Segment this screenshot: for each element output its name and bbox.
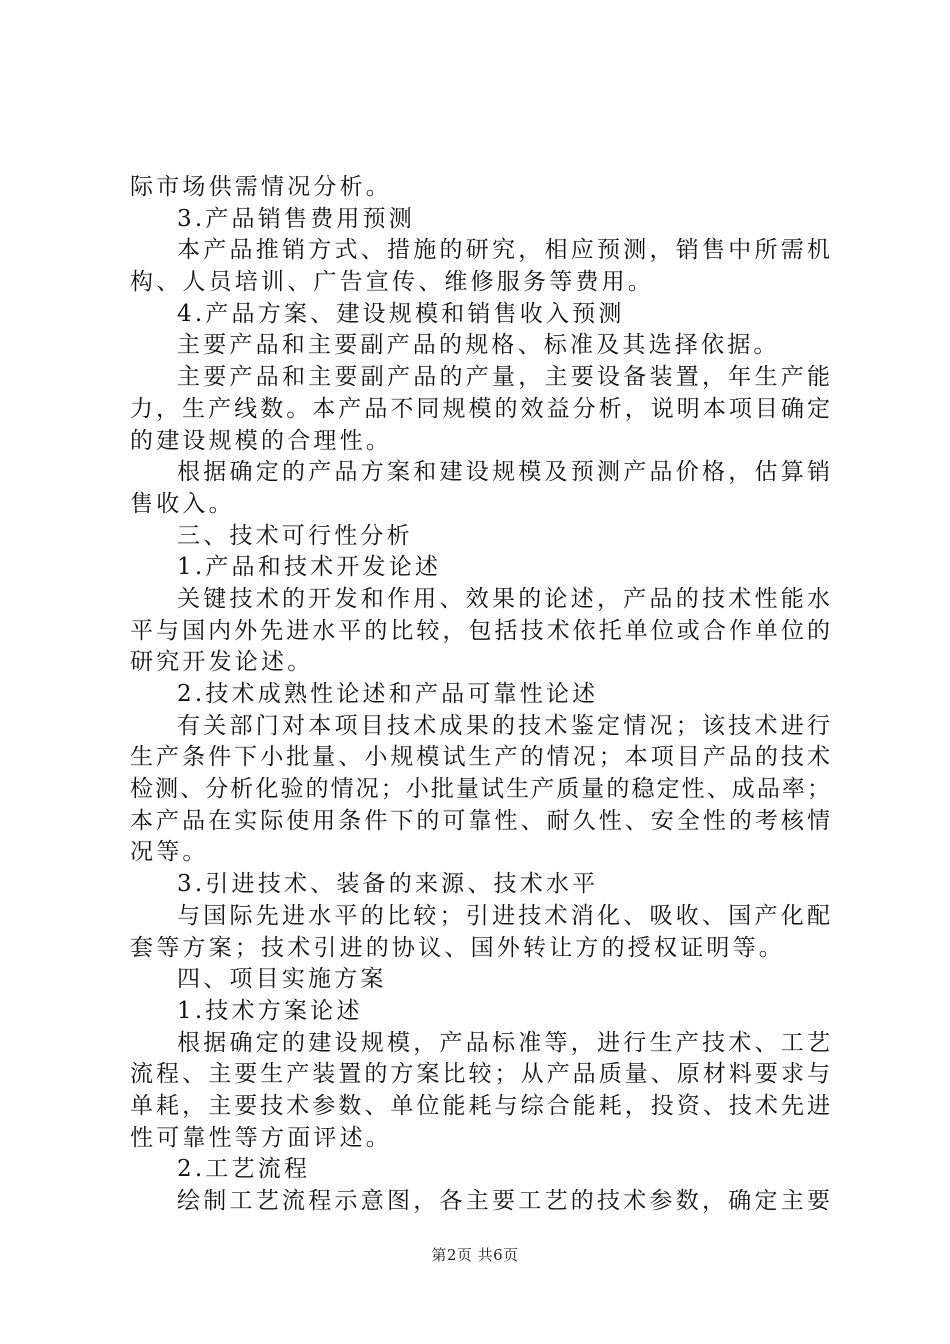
text-line: 流程、主要生产装置的方案比较；从产品质量、原材料要求与 (130, 1061, 830, 1088)
text-line: 主要产品和主要副产品的规格、标准及其选择依据。 (177, 332, 780, 359)
text-line: 检测、分析化验的情况；小批量试生产质量的稳定性、成品率； (130, 776, 830, 803)
chapter-heading: 三、技术可行性分析 (177, 522, 413, 549)
text-line: 研究开发论述。 (130, 649, 314, 676)
text-line: 构、人员培训、广告宣传、维修服务等费用。 (130, 269, 654, 296)
text-line: 根据确定的建设规模，产品标准等，进行生产技术、工艺 (177, 1029, 830, 1056)
text-line: 力，生产线数。本产品不同规模的效益分析，说明本项目确定 (130, 395, 830, 422)
section-heading: 1.产品和技术开发论述 (177, 554, 442, 581)
text-line: 单耗，主要技术参数、单位能耗与综合能耗，投资、技术先进 (130, 1092, 830, 1119)
section-heading: 3.引进技术、装备的来源、技术水平 (177, 871, 599, 898)
text-line: 主要产品和主要副产品的产量，主要设备装置，年生产能 (177, 364, 830, 391)
text-line: 生产条件下小批量、小规模试生产的情况；本项目产品的技术 (130, 744, 830, 771)
text-line: 本产品在实际使用条件下的可靠性、耐久性、安全性的考核情 (130, 807, 830, 834)
text-line: 与国际先进水平的比较；引进技术消化、吸收、国产化配 (177, 902, 830, 929)
section-heading: 2.技术成熟性论述和产品可靠性论述 (177, 681, 599, 707)
text-line: 况等。 (130, 839, 209, 866)
text-line: 平与国内外先进水平的比较，包括技术依托单位或合作单位的 (130, 617, 830, 644)
text-line: 关键技术的开发和作用、效果的论述，产品的技术性能水 (177, 585, 830, 612)
document-body (130, 172, 830, 1218)
text-line: 售收入。 (130, 490, 235, 517)
text-line: 绘制工艺流程示意图，各主要工艺的技术参数，确定主要 (177, 1188, 830, 1214)
section-heading: 4.产品方案、建设规模和销售收入预测 (177, 300, 625, 327)
chapter-heading: 四、项目实施方案 (177, 966, 387, 993)
section-heading: 2.工艺流程 (177, 1156, 311, 1183)
text-line: 套等方案；技术引进的协议、国外转让方的授权证明等。 (130, 934, 785, 961)
section-heading: 1.技术方案论述 (177, 997, 363, 1024)
text-line: 根据确定的产品方案和建设规模及预测产品价格，估算销 (177, 459, 830, 486)
text-line: 本产品推销方式、措施的研究，相应预测，销售中所需机 (177, 237, 830, 264)
text-line: 性可靠性等方面评述。 (130, 1124, 392, 1151)
text-line: 有关部门对本项目技术成果的技术鉴定情况；该技术进行 (177, 712, 830, 739)
text-line: 的建设规模的合理性。 (130, 427, 392, 454)
text-line: 际市场供需情况分析。 (130, 174, 392, 200)
section-heading: 3.产品销售费用预测 (177, 205, 415, 232)
page-number: 第2页 共6页 (431, 1246, 519, 1264)
